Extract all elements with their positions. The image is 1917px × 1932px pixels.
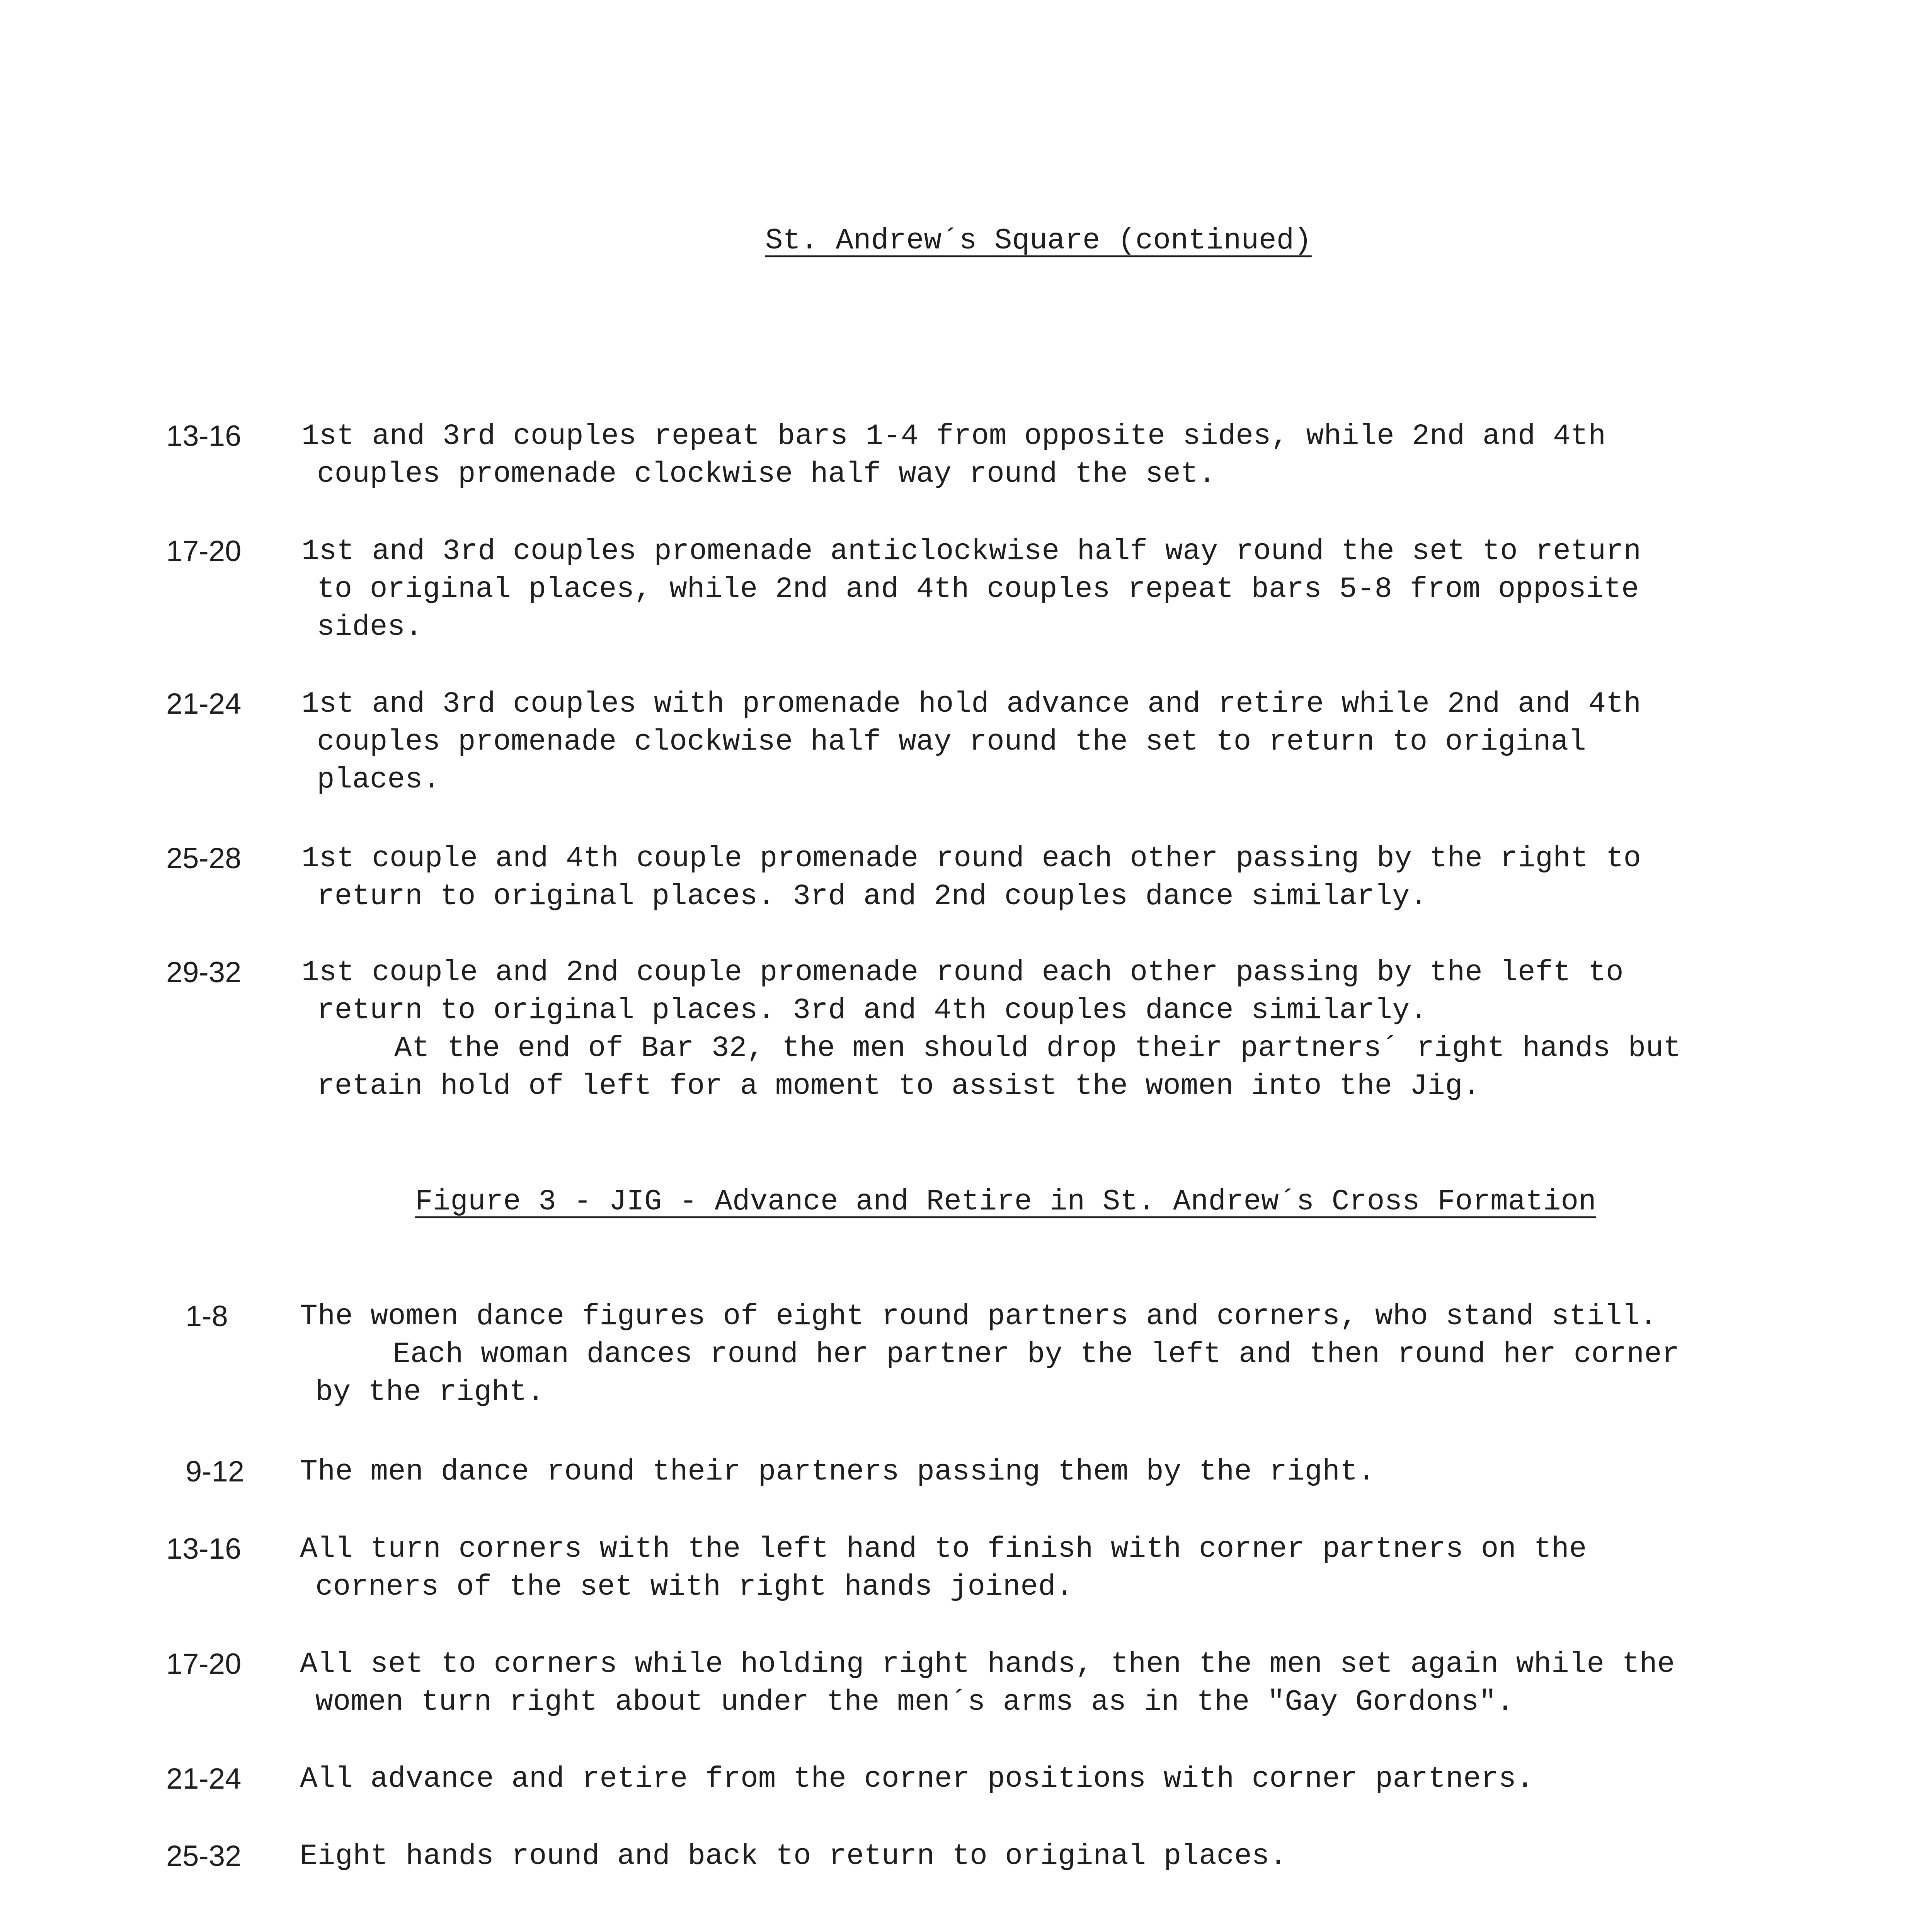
step-description	[301, 417, 1809, 493]
step-line: sides.	[317, 611, 423, 644]
bar-numbers: 21-24	[166, 1762, 242, 1795]
step-line: All turn corners with the left hand to finish with corner partners on the	[300, 1532, 1587, 1566]
bar-numbers: 13-16	[166, 1532, 242, 1565]
bar-numbers: 17-20	[166, 535, 242, 568]
step-line: All advance and retire from the corner positions with corner partners.	[300, 1762, 1534, 1796]
section-title: St. Andrew´s Square (continued)	[765, 224, 1312, 257]
step-line: The women dance figures of eight round partners and corners, who stand still.	[300, 1300, 1657, 1333]
bar-numbers: 21-24	[166, 687, 242, 720]
step-description	[301, 954, 1809, 1105]
step-description	[300, 1760, 1807, 1798]
step-line: 1st and 3rd couples repeat bars 1-4 from opposite sides, while 2nd and 4th	[301, 420, 1606, 453]
step-description	[301, 685, 1809, 799]
bar-numbers: 9-12	[186, 1455, 245, 1488]
step-line: couples promenade clockwise half way round the set to return to original	[317, 725, 1586, 759]
step-line: couples promenade clockwise half way round the set.	[317, 457, 1216, 491]
step-line: All set to corners while holding right hands, then the men set again while the	[300, 1648, 1675, 1681]
bar-numbers: 25-28	[166, 842, 242, 875]
step-line: places.	[317, 763, 441, 796]
step-line: 1st couple and 2nd couple promenade round each other passing by the left to	[301, 956, 1624, 989]
step-line: The men dance round their partners passing them by the right.	[300, 1455, 1376, 1488]
bar-numbers: 17-20	[166, 1648, 242, 1680]
step-description	[301, 840, 1809, 915]
step-description	[300, 1645, 1807, 1721]
step-line: Each woman dances round her partner by the left and then round her corner	[393, 1338, 1680, 1371]
step-line: 1st and 3rd couples with promenade hold advance and retire while 2nd and 4th	[301, 687, 1641, 721]
step-line: return to original places. 3rd and 4th couples dance similarly.	[317, 994, 1428, 1027]
figure-heading: Figure 3 - JIG - Advance and Retire in St. Andrew´s Cross Formation	[415, 1185, 1596, 1218]
step-line: 1st couple and 4th couple promenade round each other passing by the right to	[301, 842, 1641, 875]
step-description	[300, 1453, 1807, 1491]
bar-numbers: 25-32	[166, 1840, 242, 1872]
step-line: by the right.	[315, 1376, 545, 1409]
step-line: retain hold of left for a moment to assist the women into the Jig.	[317, 1070, 1481, 1103]
step-line: corners of the set with right hands joined.	[315, 1570, 1074, 1604]
step-line: return to original places. 3rd and 2nd couples dance similarly.	[317, 880, 1428, 913]
step-line: At the end of Bar 32, the men should drop their partners´ right hands but	[394, 1032, 1681, 1065]
bar-numbers: 13-16	[166, 420, 242, 452]
step-description	[300, 1837, 1807, 1875]
bar-numbers: 29-32	[166, 956, 242, 989]
step-line: Eight hands round and back to return to original places.	[300, 1840, 1287, 1873]
step-line: 1st and 3rd couples promenade anticlockwise half way round the set to return	[301, 535, 1641, 568]
step-description	[300, 1530, 1807, 1606]
step-description	[301, 532, 1809, 646]
bar-numbers: 1-8	[186, 1300, 228, 1333]
step-line: women turn right about under the men´s arms as in the "Gay Gordons".	[315, 1685, 1514, 1719]
step-line: to original places, while 2nd and 4th couples repeat bars 5-8 from opposite	[317, 573, 1639, 606]
step-description	[300, 1298, 1807, 1411]
